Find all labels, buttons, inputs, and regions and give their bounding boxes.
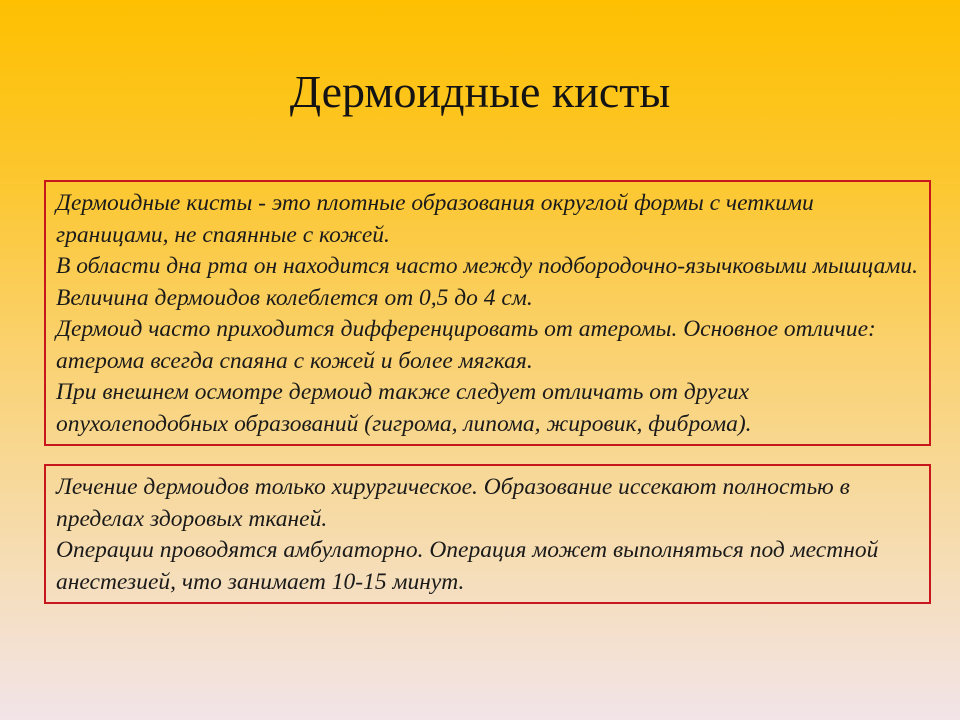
treatment-paragraph-1: Лечение дермоидов только хирургическое. Образование иссекают полностью в пределах здоровых тканей. [56, 474, 850, 532]
description-paragraph-3: Дермоид часто приходится дифференцировать от атеромы. Основное отличие: атерома всегда спаяна с кожей и более мягкая. [56, 316, 876, 374]
description-paragraph-4: При внешнем осмотре дермоид также следует отличать от других опухолеподобных образований (гигрома, липома, жировик, фиброма). [56, 379, 752, 437]
treatment-paragraph-2: Операции проводятся амбулаторно. Операция может выполняться под местной анестезией, что занимает 10-15 минут. [56, 537, 879, 595]
treatment-text-box [44, 464, 931, 604]
description-paragraph-2: В области дна рта он находится часто между подбородочно-язычковыми мышцами. Величина дермоидов колеблется от 0,5 до 4 см. [56, 253, 918, 311]
slide-title: Дермоидные кисты [289, 66, 671, 117]
description-text-box [44, 180, 931, 446]
description-paragraph-1: Дермоидные кисты - это плотные образования округлой формы с четкими границами, не спаянные с кожей. [56, 190, 814, 248]
